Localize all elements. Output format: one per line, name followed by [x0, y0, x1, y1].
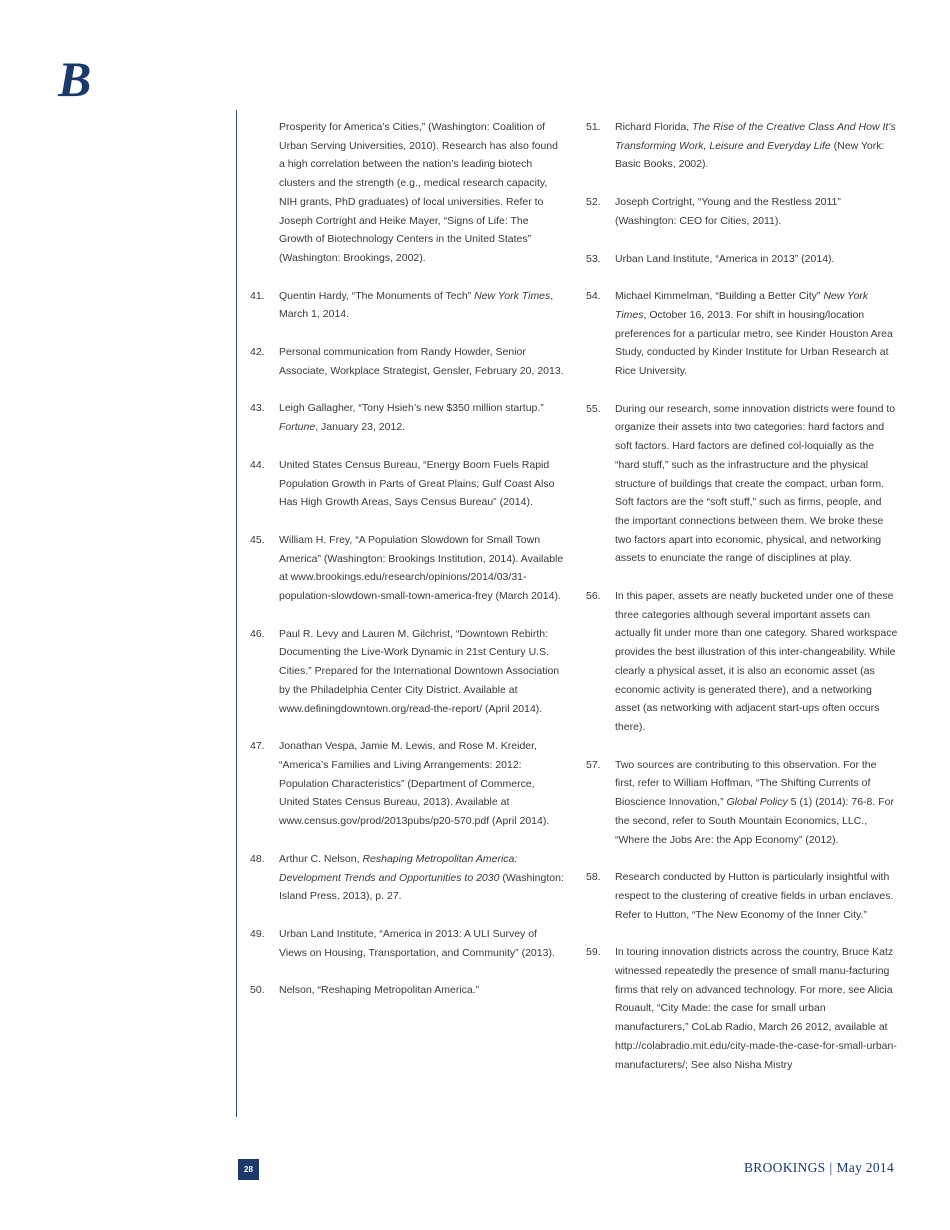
endnote-text-run: In this paper, assets are neatly bucketed under one of these three categories although several important assets can actually fit under more than one category. Shared workspace provides the best illustration of this inter-changeability. While clearly a physical asset, it is also an economic asset (as economic activity is generated there), and a networking asset (as networking with adjacent start-ups often occurs there).: [615, 590, 898, 733]
endnote: [250, 343, 565, 380]
endnote-text: [279, 456, 565, 512]
endnote-text-run: Paul R. Levy and Lauren M. Gilchrist, “Downtown Rebirth: Documenting the Live-Work Dynamic in 21st Century U.S. Cities.” Prepared for the International Downtown Association by the Philadelphia Center City District. Available at www.definingdowntown.org/read-the-report/ (April 2014).: [279, 627, 560, 715]
endnote-number: 43.: [250, 402, 265, 415]
endnote-text-run: , March 1, 2014.: [279, 289, 554, 321]
endnote: [250, 737, 565, 831]
endnote-text: [615, 118, 898, 174]
endnote-number: 44.: [250, 458, 265, 471]
endnote-text: [615, 287, 898, 381]
endnote-number: 51.: [586, 121, 601, 133]
endnote-text-run: Arthur C. Nelson,: [279, 852, 363, 865]
endnote-number: 45.: [250, 533, 265, 546]
endnote-number: 57.: [586, 758, 601, 771]
column-rule: [236, 110, 237, 1117]
endnote-text-run: Leigh Gallagher, “Tony Hsieh’s new $350 million startup.”: [279, 402, 544, 415]
endnote: [586, 118, 898, 174]
endnote-number: 54.: [586, 290, 601, 303]
endnote: [250, 456, 565, 512]
endnote: [586, 250, 898, 269]
endnote-text-run: During our research, some innovation districts were found to organize their assets into two categories: hard factors and soft factors. Hard factors are defined col-loquially as the “hard stuff,” such as the infrastructure and the physical structure of buildings that create the compact, urban form. Soft factors are the “soft stuff,” such as firms, people, and the important connections between them. We broke these two factors apart into economic, physical, and networking assets to enunciate the range of disciplines at play.: [615, 402, 896, 565]
endnote: [586, 587, 898, 737]
endnote-text: [615, 756, 898, 850]
endnote-number: 53.: [586, 252, 601, 265]
notes-column-left: [250, 118, 565, 1019]
endnote: [250, 925, 565, 962]
footer-date: May 2014: [836, 1160, 894, 1175]
page-number: 28: [238, 1159, 259, 1180]
endnote: [586, 756, 898, 850]
notes-list-left: [250, 287, 565, 1000]
endnote-text-run: Research conducted by Hutton is particularly insightful with respect to the clustering of creative fields in urban enclaves. Refer to Hutton, “The New Economy of the Inner City.”: [615, 871, 894, 921]
endnote: [586, 193, 898, 230]
endnote-text: [279, 531, 565, 606]
endnote-text: [615, 193, 898, 230]
endnote-title-italic: New York Times: [615, 290, 869, 321]
endnote-text-run: Personal communication from Randy Howder, Senior Associate, Workplace Strategist, Gensler, February 20, 2013.: [279, 346, 564, 377]
footer-publisher: BROOKINGS: [743, 1160, 826, 1175]
endnote-text: [615, 587, 898, 737]
endnote-text-run: Urban Land Institute, “America in 2013” (2014).: [615, 252, 835, 265]
endnote: [586, 400, 898, 568]
endnote: [586, 868, 898, 924]
endnote: [586, 287, 898, 381]
notes-list-right: [586, 118, 898, 1074]
endnote-number: 55.: [586, 402, 601, 415]
endnote-text-run: (New York: Basic Books, 2002).: [615, 139, 885, 171]
endnote-text: [615, 400, 898, 568]
endnote-number: 50.: [250, 984, 265, 997]
endnote-number: 46.: [250, 627, 265, 640]
endnote-text: [615, 868, 898, 924]
endnote: [250, 850, 565, 906]
endnote-text-run: , January 23, 2012.: [315, 421, 406, 434]
endnote-number: 47.: [250, 740, 265, 753]
endnote-text-run: Two sources are contributing to this observation. For the first, refer to William Hoffman, “The Shifting Currents of Bioscience Innovation,”: [615, 758, 877, 809]
endnote-text-run: Joseph Cortright, “Young and the Restless 2011” (Washington: CEO for Cities, 2011).: [615, 196, 841, 227]
endnote: [250, 399, 565, 436]
endnote-text-run: Nelson, “Reshaping Metropolitan America.”: [279, 984, 480, 997]
brookings-logo: B: [58, 51, 92, 107]
endnote-text-run: Jonathan Vespa, Jamie M. Lewis, and Rose M. Kreider, “America’s Families and Living Arrangements: 2012: Population Characteristics” (Department of Commerce, United States Census Bureau, 2013). Available at www.census.gov/prod/2013pubs/p20-570.pdf (April 2014).: [279, 740, 550, 828]
endnote-text: [279, 625, 565, 719]
endnote-text: [279, 399, 565, 436]
endnote-text-run: 5 (1) (2014): 76-8. For the second, refer to South Mountain Economics, LLC., “Where the Jobs Are: the App Economy” (2012).: [615, 796, 894, 846]
endnote: [250, 625, 565, 719]
endnote-title-italic: Global Policy: [726, 796, 788, 809]
notes-column-right: [586, 118, 898, 1093]
endnote-number: 42.: [250, 346, 265, 359]
endnote-text-run: , October 16, 2013. For shift in housing/location preferences for a particular metro, see Kinder Houston Area Study, conducted by Kinder Institute for Urban Research at Rice University.: [615, 308, 893, 378]
endnote-text: [279, 981, 565, 1000]
endnote: [250, 287, 565, 324]
footer-brand: [744, 1160, 894, 1176]
endnote-text: [279, 287, 565, 324]
endnote-number: 48.: [250, 852, 265, 865]
endnote-number: 49.: [250, 927, 265, 940]
endnote-title-italic: Reshaping Metropolitan America: Development Trends and Opportunities to 2030: [279, 852, 518, 884]
endnote-text: [279, 850, 565, 906]
endnote-number: 56.: [586, 590, 601, 603]
endnote-text: [279, 343, 565, 380]
endnote-title-italic: New York Times: [474, 289, 551, 302]
endnote-text-run: William H. Frey, “A Population Slowdown for Small Town America” (Washington: Brookings Institution, 2014). Available at www.brookings.edu/research/opinions/2014/03/31-population-slowdown-small-town-america-frey (March 2014).: [279, 533, 564, 603]
endnote-text: [279, 925, 565, 962]
note-continuation: Prosperity for America’s Cities,” (Washington: Coalition of Urban Serving Universities, 2010). Research has also found a high correlation between the nation’s leading biotech clusters and the strength (e.g., medical research capacity, NIH grants, PhD graduates) of local universities. Refer to Joseph Cortright and Heike Mayer, “Signs of Life: The Growth of Biotechnology Centers in the United States” (Washington: Brookings, 2002).: [279, 121, 558, 264]
endnote-number: 41.: [250, 289, 265, 302]
endnote-text: [615, 250, 898, 269]
footer-separator: |: [829, 1160, 833, 1175]
endnote-text-run: Quentin Hardy, “The Monuments of Tech”: [279, 289, 475, 302]
endnote-text-run: In touring innovation districts across the country, Bruce Katz witnessed repeatedly the presence of small manu-facturing firms that rely on advanced technology. For more, see Alicia Rouault, “City Made: the case for small urban manufacturers,” CoLab Radio, March 26 2012, available at http://colabradio.mit.edu/city-made-the-case-for-small-urban-manufacturers/; See also Nisha Mistry: [615, 946, 897, 1071]
endnote-title-italic: Fortune: [279, 421, 316, 434]
endnote: [586, 943, 898, 1074]
endnote-text: [279, 737, 565, 831]
endnote-number: 52.: [586, 196, 601, 209]
endnote-text-run: United States Census Bureau, “Energy Boom Fuels Rapid Population Growth in Parts of Great Plains; Gulf Coast Also Has High Growth Areas, Says Census Bureau” (2014).: [279, 458, 555, 509]
endnote-text-run: Richard Florida,: [615, 121, 693, 133]
endnote-text-run: Urban Land Institute, “America in 2013: A ULI Survey of Views on Housing, Transportation, and Community” (2013).: [279, 927, 555, 959]
endnote-number: 59.: [586, 946, 601, 959]
endnote: [250, 981, 565, 1000]
endnote-number: 58.: [586, 871, 601, 884]
endnote: [250, 531, 565, 606]
endnote-title-italic: The Rise of the Creative Class And How It’s Transforming Work, Leisure and Everyday Life: [615, 121, 896, 152]
endnote-text: [615, 943, 898, 1074]
endnote-text-run: Michael Kimmelman, “Building a Better City”: [615, 290, 824, 303]
endnote-text-run: (Washington: Island Press, 2013), p. 27.: [279, 871, 564, 903]
